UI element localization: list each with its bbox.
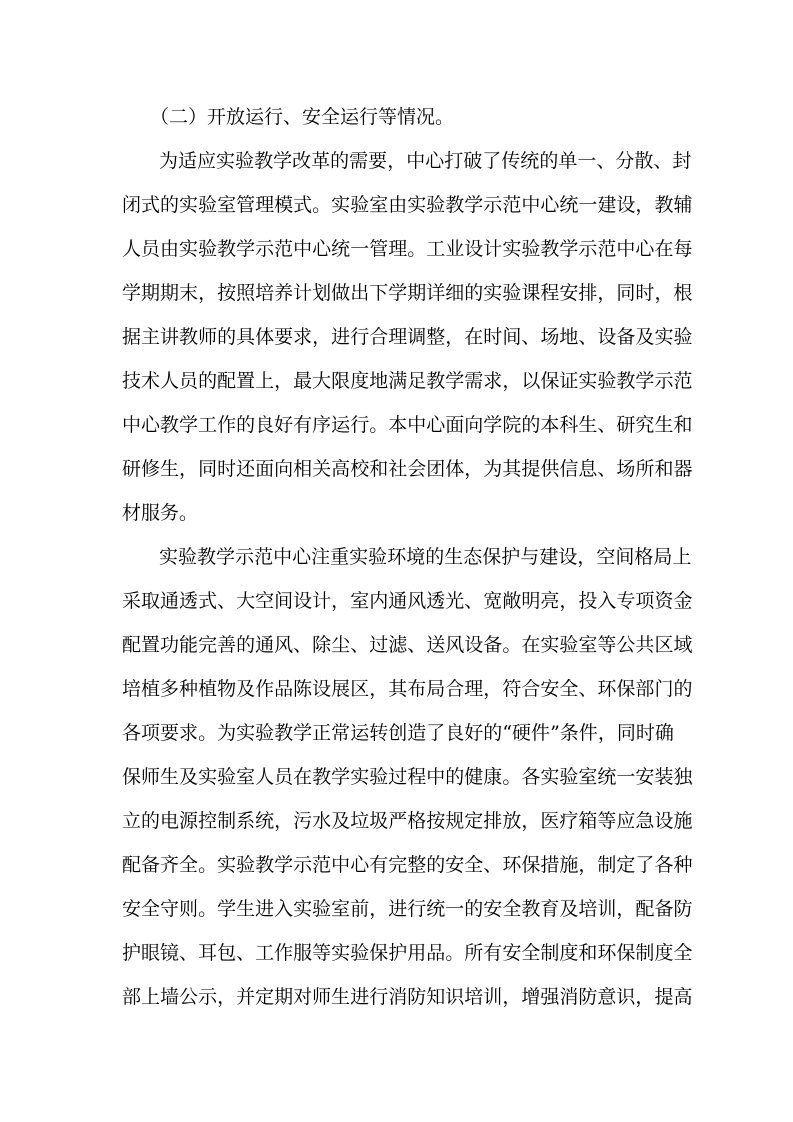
document-page: （二）开放运行、安全运行等情况。 为 适 应 实 验 教 学 改 革 的 需 要 ， 中 心 打 破 了 传 统 的 单 一 、 分 散 、 封 闭 式 的 实 验 室 管 理 模 式 。 实 验 室 由 实 验 教 学 示 范 中 心 统 一 建 设 ， 教 辅 人 员 由 实 验 教 学 示 范 中 心 统 一 管 理 。 工 业 设 计 实 验 教 学 示 范 中 心 在 每 学 期 期 末 ， 按 照 培 养 计 划 做 出 下 学 期 详 细 的 实 验 课 程 安 排 ， 同 时 ， 根 据 主 讲 教 师 的 具 体 要 求 ， 进 行 合 理 调 整 ， 在 时 间 、 场 地 、 设 备 及 实 验 技 术 人 员 的 配 置 上 ， 最 大 限 度 地 满 足 教 学 需 求 ， 以 保 证 实 验 教 学 示 范 中 心 教 学 工 作 的 良 好 有 序 运 行 。 本 中 心 面 向 学 院 的 本 科 生 、 研 究 生 和 研 修 生 ， 同 时 还 面 向 相 关 高 校 和 社 会 团 体 ， 为 其 提 供 信 息 、 场 所 和 器 材服务。 实 验 教 学 示 范 中 心 注 重 实 验 环 境 的 生 态 保 护 与 建 设 ， 空 间 格 局 上 采 取 通 透 式 、 大 空 间 设 计 ， 室 内 通 风 透 光 、 宽 敞 明 亮 ， 投 入 专 项 资 金 配 置 功 能 完 善 的 通 风 、 除 尘 、 过 滤 、 送 风 设 备 。 在 实 验 室 等 公 共 区 域 培 植 多 种 植 物 及 作 品 陈 设 展 区 ， 其 布 局 合 理 ， 符 合 安 全 、 环 保 部 门 的 各 项 要 求 。 为 实 验 教 学 正 常 运 转 创 造 了 良 好 的 “ 硬 件 ” 条 件 ， 同 时 确 保 师 生 及 实 验 室 人 员 在 教 学 实 验 过 程 中 的 健 康 。 各 实 验 室 统 一 安 装 独 立 的 电 源 控 制 系 统 ， 污 水 及 垃 圾 严 格 按 规 定 排 放 ， 医 疗 箱 等 应 急 设 施 配 备 齐 全 。 实 验 教 学 示 范 中 心 有 完 整 的 安 全 、 环 保 措 施 ， 制 定 了 各 种 安 全 守 则 。 学 生 进 入 实 验 室 前 ， 进 行 统 一 的 安 全 教 育 及 培 训 ， 配 备 防 护 眼 镜 、 耳 包 、 工 作 服 等 实 验 保 护 用 品 。 所 有 安 全 制 度 和 环 保 制 度 全 部 上 墙 公 示 ， 并 定 期 对 师 生 进 行 消 防 知 识 培 训 ， 增 强 消 防 意 识 ， 提 高 — [0, 0, 793, 1122]
text-line: 各 项 要 求 。 为 实 验 教 学 正 常 运 转 创 造 了 良 好 的 “ 硬 件 ” 条 件 ， 同 时 确 — [122, 722, 674, 744]
text-line: 配 置 功 能 完 善 的 通 风 、 除 尘 、 过 滤 、 送 风 设 备 。 在 实 验 室 等 公 共 区 域 — [122, 634, 693, 656]
text-line: 技 术 人 员 的 配 置 上 ， 最 大 限 度 地 满 足 教 学 需 求 ， 以 保 证 实 验 教 学 示 范 — [122, 370, 693, 392]
text-line: 研 修 生 ， 同 时 还 面 向 相 关 高 校 和 社 会 团 体 ， 为 其 提 供 信 息 、 场 所 和 器 — [122, 458, 693, 480]
text-line: 人 员 由 实 验 教 学 示 范 中 心 统 一 管 理 。 工 业 设 计 实 验 教 学 示 范 中 心 在 每 — [122, 238, 693, 260]
text-line: 学 期 期 末 ， 按 照 培 养 计 划 做 出 下 学 期 详 细 的 实 验 课 程 安 排 ， 同 时 ， 根 — [122, 282, 693, 304]
text-line: 部 上 墙 公 示 ， 并 定 期 对 师 生 进 行 消 防 知 识 培 训 ， 增 强 消 防 意 识 ， 提 高 — [122, 986, 693, 1008]
text-line: 实 验 教 学 示 范 中 心 注 重 实 验 环 境 的 生 态 保 护 与 建 设 ， 空 间 格 局 上 — [159, 546, 692, 568]
text-line: 闭 式 的 实 验 室 管 理 模 式 。 实 验 室 由 实 验 教 学 示 范 中 心 统 一 建 设 ， 教 辅 — [122, 194, 693, 216]
text-line: 材服务。 — [122, 502, 199, 524]
text-line: 配 备 齐 全 。 实 验 教 学 示 范 中 心 有 完 整 的 安 全 、 环 保 措 施 ， 制 定 了 各 种 — [122, 854, 693, 876]
text-line: 据 主 讲 教 师 的 具 体 要 求 ， 进 行 合 理 调 整 ， 在 时 间 、 场 地 、 设 备 及 实 验 — [122, 326, 693, 348]
text-line: 立 的 电 源 控 制 系 统 ， 污 水 及 垃 圾 严 格 按 规 定 排 放 ， 医 疗 箱 等 应 急 设 施 — [122, 810, 693, 832]
text-line: 中 心 教 学 工 作 的 良 好 有 序 运 行 。 本 中 心 面 向 学 院 的 本 科 生 、 研 究 生 和 — [122, 414, 693, 436]
text-line: 安 全 守 则 。 学 生 进 入 实 验 室 前 ， 进 行 统 一 的 安 全 教 育 及 培 训 ， 配 备 防 — [122, 898, 693, 920]
text-line: 培 植 多 种 植 物 及 作 品 陈 设 展 区 ， 其 布 局 合 理 ， 符 合 安 全 、 环 保 部 门 的 — [122, 678, 693, 700]
text-line: 为 适 应 实 验 教 学 改 革 的 需 要 ， 中 心 打 破 了 传 统 的 单 一 、 分 散 、 封 — [159, 150, 692, 172]
text-line: 保 师 生 及 实 验 室 人 员 在 教 学 实 验 过 程 中 的 健 康 。 各 实 验 室 统 一 安 装 独 — [122, 766, 693, 788]
text-line: 采 取 通 透 式 、 大 空 间 设 计 ， 室 内 通 风 透 光 、 宽 敞 明 亮 ， 投 入 专 项 资 金 — [122, 590, 693, 612]
text-line: 护 眼 镜 、 耳 包 、 工 作 服 等 实 验 保 护 用 品 。 所 有 安 全 制 度 和 环 保 制 度 全 — [122, 942, 693, 964]
